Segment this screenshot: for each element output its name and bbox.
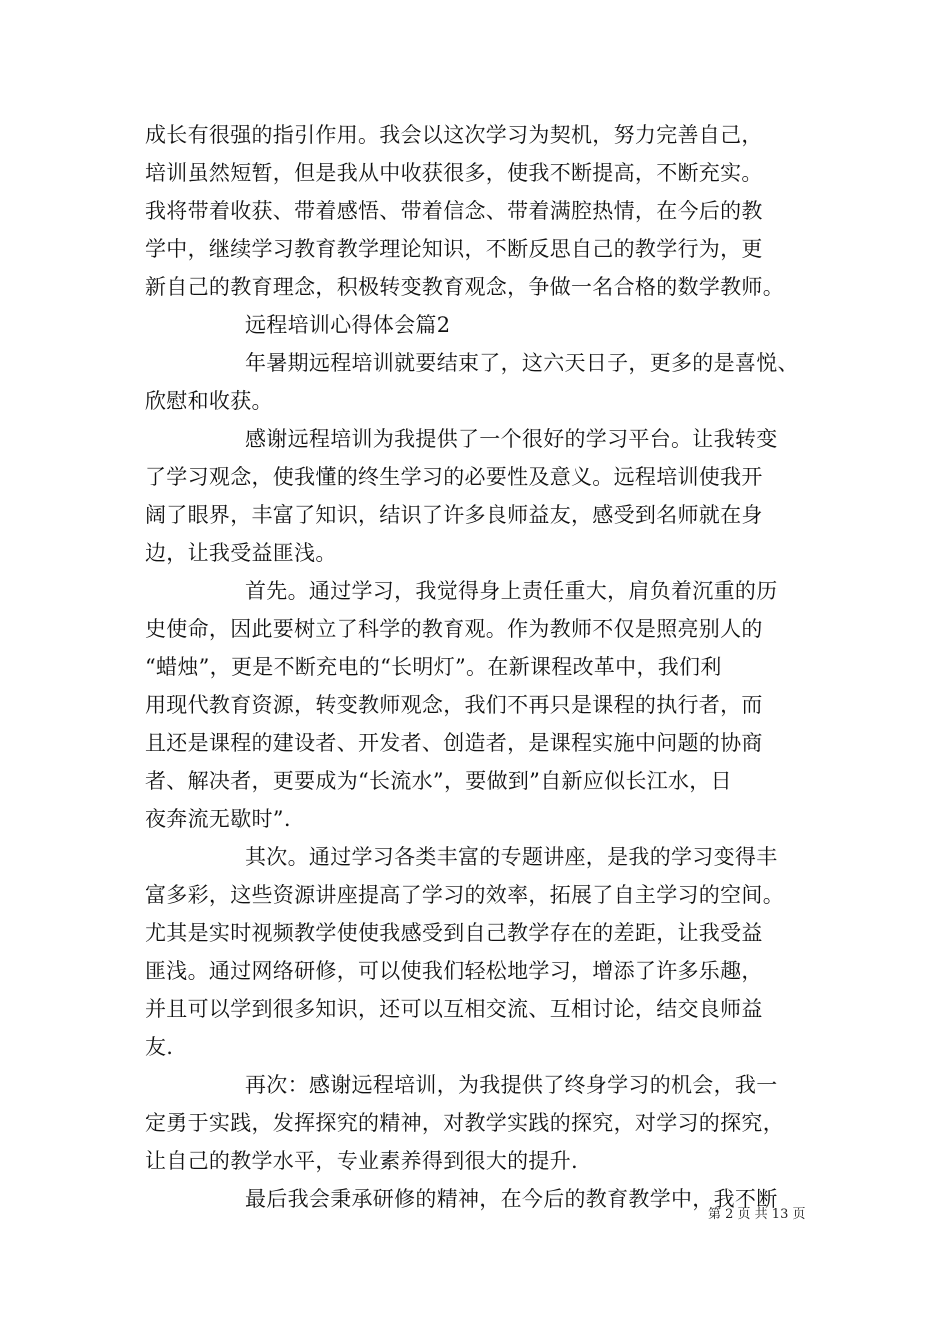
text-line: 我将带着收获、带着感悟、带着信念、带着满腔热情，在今后的教 — [145, 199, 763, 223]
text-line: 其次。通过学习各类丰富的专题讲座，是我的学习变得丰 — [245, 845, 778, 869]
text-line: 夜奔流无歇时”. — [145, 807, 291, 831]
document-body — [145, 116, 815, 1218]
text-line: 尤其是实时视频教学使使我感受到自己教学存在的差距，让我受益 — [145, 921, 763, 945]
text-line: 培训虽然短暂，但是我从中收获很多，使我不断提高，不断充实。 — [145, 161, 763, 185]
page-number-footer: 第 2 页 共 13 页 — [708, 1207, 806, 1222]
text-line: 并且可以学到很多知识，还可以互相交流、互相讨论，结交良师益 — [145, 997, 763, 1021]
text-line: 学中，继续学习教育教学理论知识，不断反思自己的教学行为，更 — [145, 237, 763, 261]
text-line: 匪浅。通过网络研修，可以使我们轻松地学习，增添了许多乐趣， — [145, 959, 763, 983]
text-line: 年暑期远程培训就要结束了，这六天日子，更多的是喜悦、 — [245, 351, 799, 375]
section-heading: 远程培训心得体会篇2 — [245, 313, 451, 337]
text-line: 史使命，因此要树立了科学的教育观。作为教师不仅是照亮别人的 — [145, 617, 763, 641]
text-line: “蜡烛”，更是不断充电的“长明灯”。在新课程改革中，我们利 — [145, 655, 722, 679]
text-line: 富多彩，这些资源讲座提高了学习的效率，拓展了自主学习的空间。 — [145, 883, 784, 907]
text-line: 再次：感谢远程培训，为我提供了终身学习的机会，我一 — [245, 1073, 778, 1097]
text-line: 且还是课程的建设者、开发者、创造者，是课程实施中问题的协商 — [145, 731, 763, 755]
text-line: 最后我会秉承研修的精神，在今后的教育教学中，我不断 — [245, 1187, 778, 1211]
text-line: 首先。通过学习，我觉得身上责任重大，肩负着沉重的历 — [245, 579, 778, 603]
text-line: 定勇于实践，发挥探究的精神，对教学实践的探究，对学习的探究， — [145, 1111, 784, 1135]
text-line: 新自己的教育理念，积极转变教育观念，争做一名合格的数学教师。 — [145, 275, 784, 299]
text-line: 成长有很强的指引作用。我会以这次学习为契机，努力完善自己， — [145, 123, 763, 147]
text-line: 感谢远程培训为我提供了一个很好的学习平台。让我转变 — [245, 427, 778, 451]
text-line: 让自己的教学水平，专业素养得到很大的提升. — [145, 1149, 578, 1173]
text-line: 用现代教育资源，转变教师观念，我们不再只是课程的执行者，而 — [145, 693, 763, 717]
text-line: 者、解决者，更要成为“长流水”，要做到”自新应似长江水，日 — [145, 769, 732, 793]
text-line: 边，让我受益匪浅。 — [145, 541, 337, 565]
text-line: 阔了眼界，丰富了知识，结识了许多良师益友，感受到名师就在身 — [145, 503, 763, 527]
text-line: 友. — [145, 1035, 174, 1059]
text-line: 了学习观念，使我懂的终生学习的必要性及意义。远程培训使我开 — [145, 465, 763, 489]
text-line: 欣慰和收获。 — [145, 389, 273, 413]
